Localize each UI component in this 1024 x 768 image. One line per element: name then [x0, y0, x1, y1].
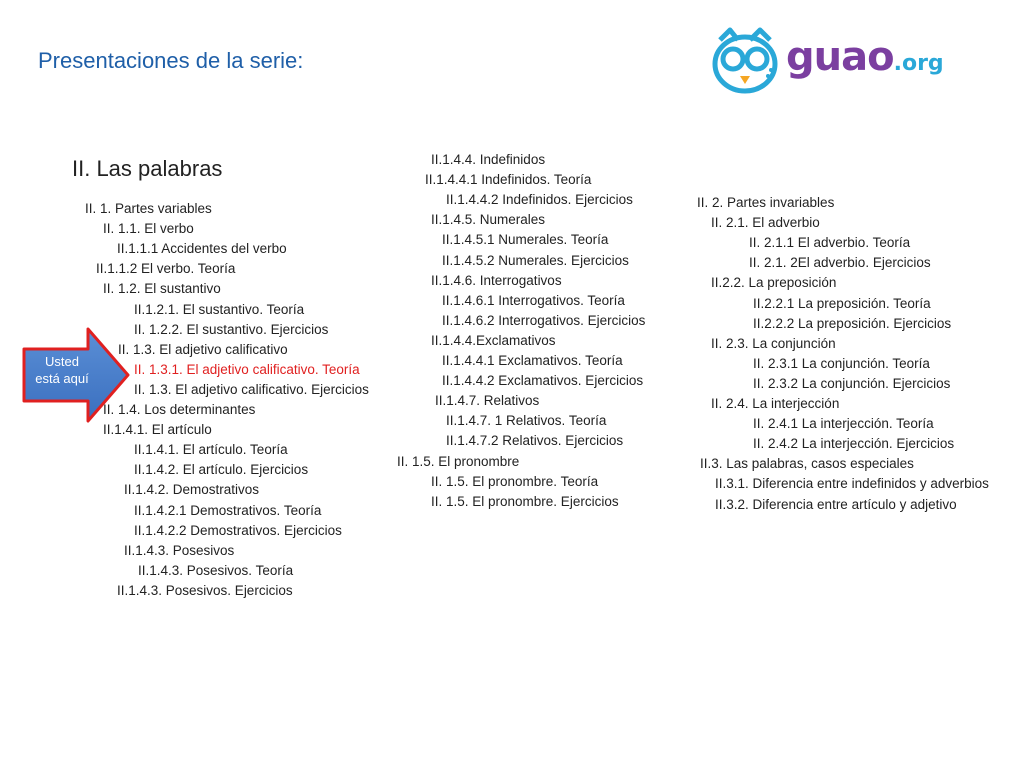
presentation-link[interactable]: II. 2.1. 2El adverbio. Ejercicios — [749, 255, 931, 271]
presentation-link[interactable]: II. 2.1.1 El adverbio. Teoría — [749, 235, 911, 251]
presentation-link[interactable]: II.1.4.2.1 Demostrativos. Teoría — [134, 502, 322, 518]
presentation-link[interactable]: II. 1.1. El verbo — [103, 221, 194, 237]
presentation-link[interactable]: II. 1. Partes variables — [85, 201, 212, 216]
presentation-link[interactable]: II. 1.4. Los determinantes — [103, 402, 256, 417]
presentation-link[interactable]: II. 1.5. El pronombre. Ejercicios — [431, 493, 619, 509]
presentation-link[interactable]: II.1.4.5.1 Numerales. Teoría — [442, 232, 609, 248]
presentation-link[interactable]: II.1.4.4.2 Indefinidos. Ejercicios — [446, 192, 633, 208]
section-title: II. Las palabras — [72, 156, 223, 181]
presentation-link[interactable]: II.1.4.4.2 Exclamativos. Ejercicios — [442, 373, 644, 389]
presentation-link[interactable]: II. 1.2. El sustantivo — [103, 281, 221, 297]
guao-logo[interactable] — [710, 26, 950, 96]
presentation-link[interactable]: II.1.4.1. El artículo — [103, 422, 212, 438]
presentation-link[interactable]: II.1.1.1 Accidentes del verbo — [117, 241, 287, 257]
presentation-link[interactable]: II.1.4.7. 1 Relativos. Teoría — [446, 413, 607, 429]
page-title: Presentaciones de la serie: — [38, 48, 304, 73]
presentation-link[interactable]: II. 2.3.2 La conjunción. Ejercicios — [753, 375, 951, 391]
logo-tld: .org — [893, 51, 944, 76]
presentation-link[interactable]: II. 1.5. El pronombre. Teoría — [431, 473, 599, 489]
presentation-link[interactable]: II. 1.3. El adjetivo calificativo. Ejercicios — [134, 381, 369, 397]
logo-wordmark — [786, 34, 944, 80]
presentation-link[interactable]: II.3. Las palabras, casos especiales — [700, 456, 914, 472]
presentation-link[interactable]: II.1.4.2. El artículo. Ejercicios — [134, 462, 309, 478]
presentation-link[interactable]: II. 2. Partes invariables — [697, 195, 835, 210]
presentation-link[interactable]: II. 2.4.1 La interjección. Teoría — [753, 416, 934, 432]
presentation-link[interactable]: II. 1.3. El adjetivo calificativo — [118, 341, 288, 357]
presentation-link[interactable]: II. 1.2.2. El sustantivo. Ejercicios — [134, 321, 329, 337]
presentation-link[interactable]: II.1.4.2.2 Demostrativos. Ejercicios — [134, 522, 342, 538]
presentation-link[interactable]: II. 1.5. El pronombre — [397, 453, 520, 469]
presentation-link[interactable]: II.1.4.7. Relativos — [435, 393, 540, 409]
presentation-link[interactable]: II. 2.4.2 La interjección. Ejercicios — [753, 436, 955, 452]
presentation-link[interactable]: II. 2.1. El adverbio — [711, 215, 820, 231]
you-are-here-line2: está aquí — [35, 371, 89, 386]
presentation-link[interactable]: II.2.2.2 La preposición. Ejercicios — [753, 315, 952, 331]
presentation-link[interactable]: II.1.4.4.1 Exclamativos. Teoría — [442, 353, 623, 368]
presentation-link[interactable]: II.2.2. La preposición — [711, 275, 837, 291]
you-are-here-label — [22, 353, 102, 387]
presentation-link[interactable]: II.1.4.5.2 Numerales. Ejercicios — [442, 252, 629, 268]
owl-logo-icon — [710, 26, 780, 96]
presentation-link[interactable]: II.1.4.6.1 Interrogativos. Teoría — [442, 292, 625, 308]
presentation-link[interactable]: II.3.2. Diferencia entre artículo y adjetivo — [715, 496, 957, 512]
current-presentation-link[interactable]: II. 1.3.1. El adjetivo calificativo. Teoría — [134, 361, 360, 377]
presentation-link[interactable]: II. 2.3. La conjunción — [711, 335, 836, 351]
presentation-link[interactable]: II.1.4.1. El artículo. Teoría — [134, 442, 288, 458]
presentation-link[interactable]: II.1.4.3. Posesivos. Teoría — [138, 562, 294, 578]
presentation-link[interactable]: II.1.4.3. Posesivos — [124, 542, 235, 558]
logo-name: guao — [786, 34, 894, 80]
presentation-link[interactable]: II.1.4.4. Indefinidos — [431, 152, 546, 167]
presentation-link[interactable]: II.1.4.3. Posesivos. Ejercicios — [117, 582, 293, 598]
presentation-link[interactable]: II.1.4.6. Interrogativos — [431, 272, 562, 288]
presentation-link[interactable]: II.3.1. Diferencia entre indefinidos y adverbios — [715, 476, 989, 492]
presentation-link[interactable]: II. 2.4. La interjección — [711, 396, 840, 411]
presentation-link[interactable]: II.1.4.5. Numerales — [431, 212, 546, 228]
presentation-link[interactable]: II.1.4.2. Demostrativos — [124, 482, 260, 498]
presentation-link[interactable]: II.1.4.4.1 Indefinidos. Teoría — [425, 172, 592, 188]
presentation-link[interactable]: II. 2.3.1 La conjunción. Teoría — [753, 355, 930, 371]
you-are-here-line1: Usted — [45, 354, 79, 369]
presentation-link[interactable]: II.1.4.7.2 Relativos. Ejercicios — [446, 433, 624, 449]
presentation-link[interactable]: II.1.1.2 El verbo. Teoría — [96, 261, 236, 277]
presentation-link[interactable]: II.1.2.1. El sustantivo. Teoría — [134, 301, 305, 317]
presentation-link[interactable]: II.1.4.4.Exclamativos — [431, 332, 556, 348]
presentation-link[interactable]: II.2.2.1 La preposición. Teoría — [753, 295, 931, 311]
presentation-link[interactable]: II.1.4.6.2 Interrogativos. Ejercicios — [442, 312, 646, 328]
